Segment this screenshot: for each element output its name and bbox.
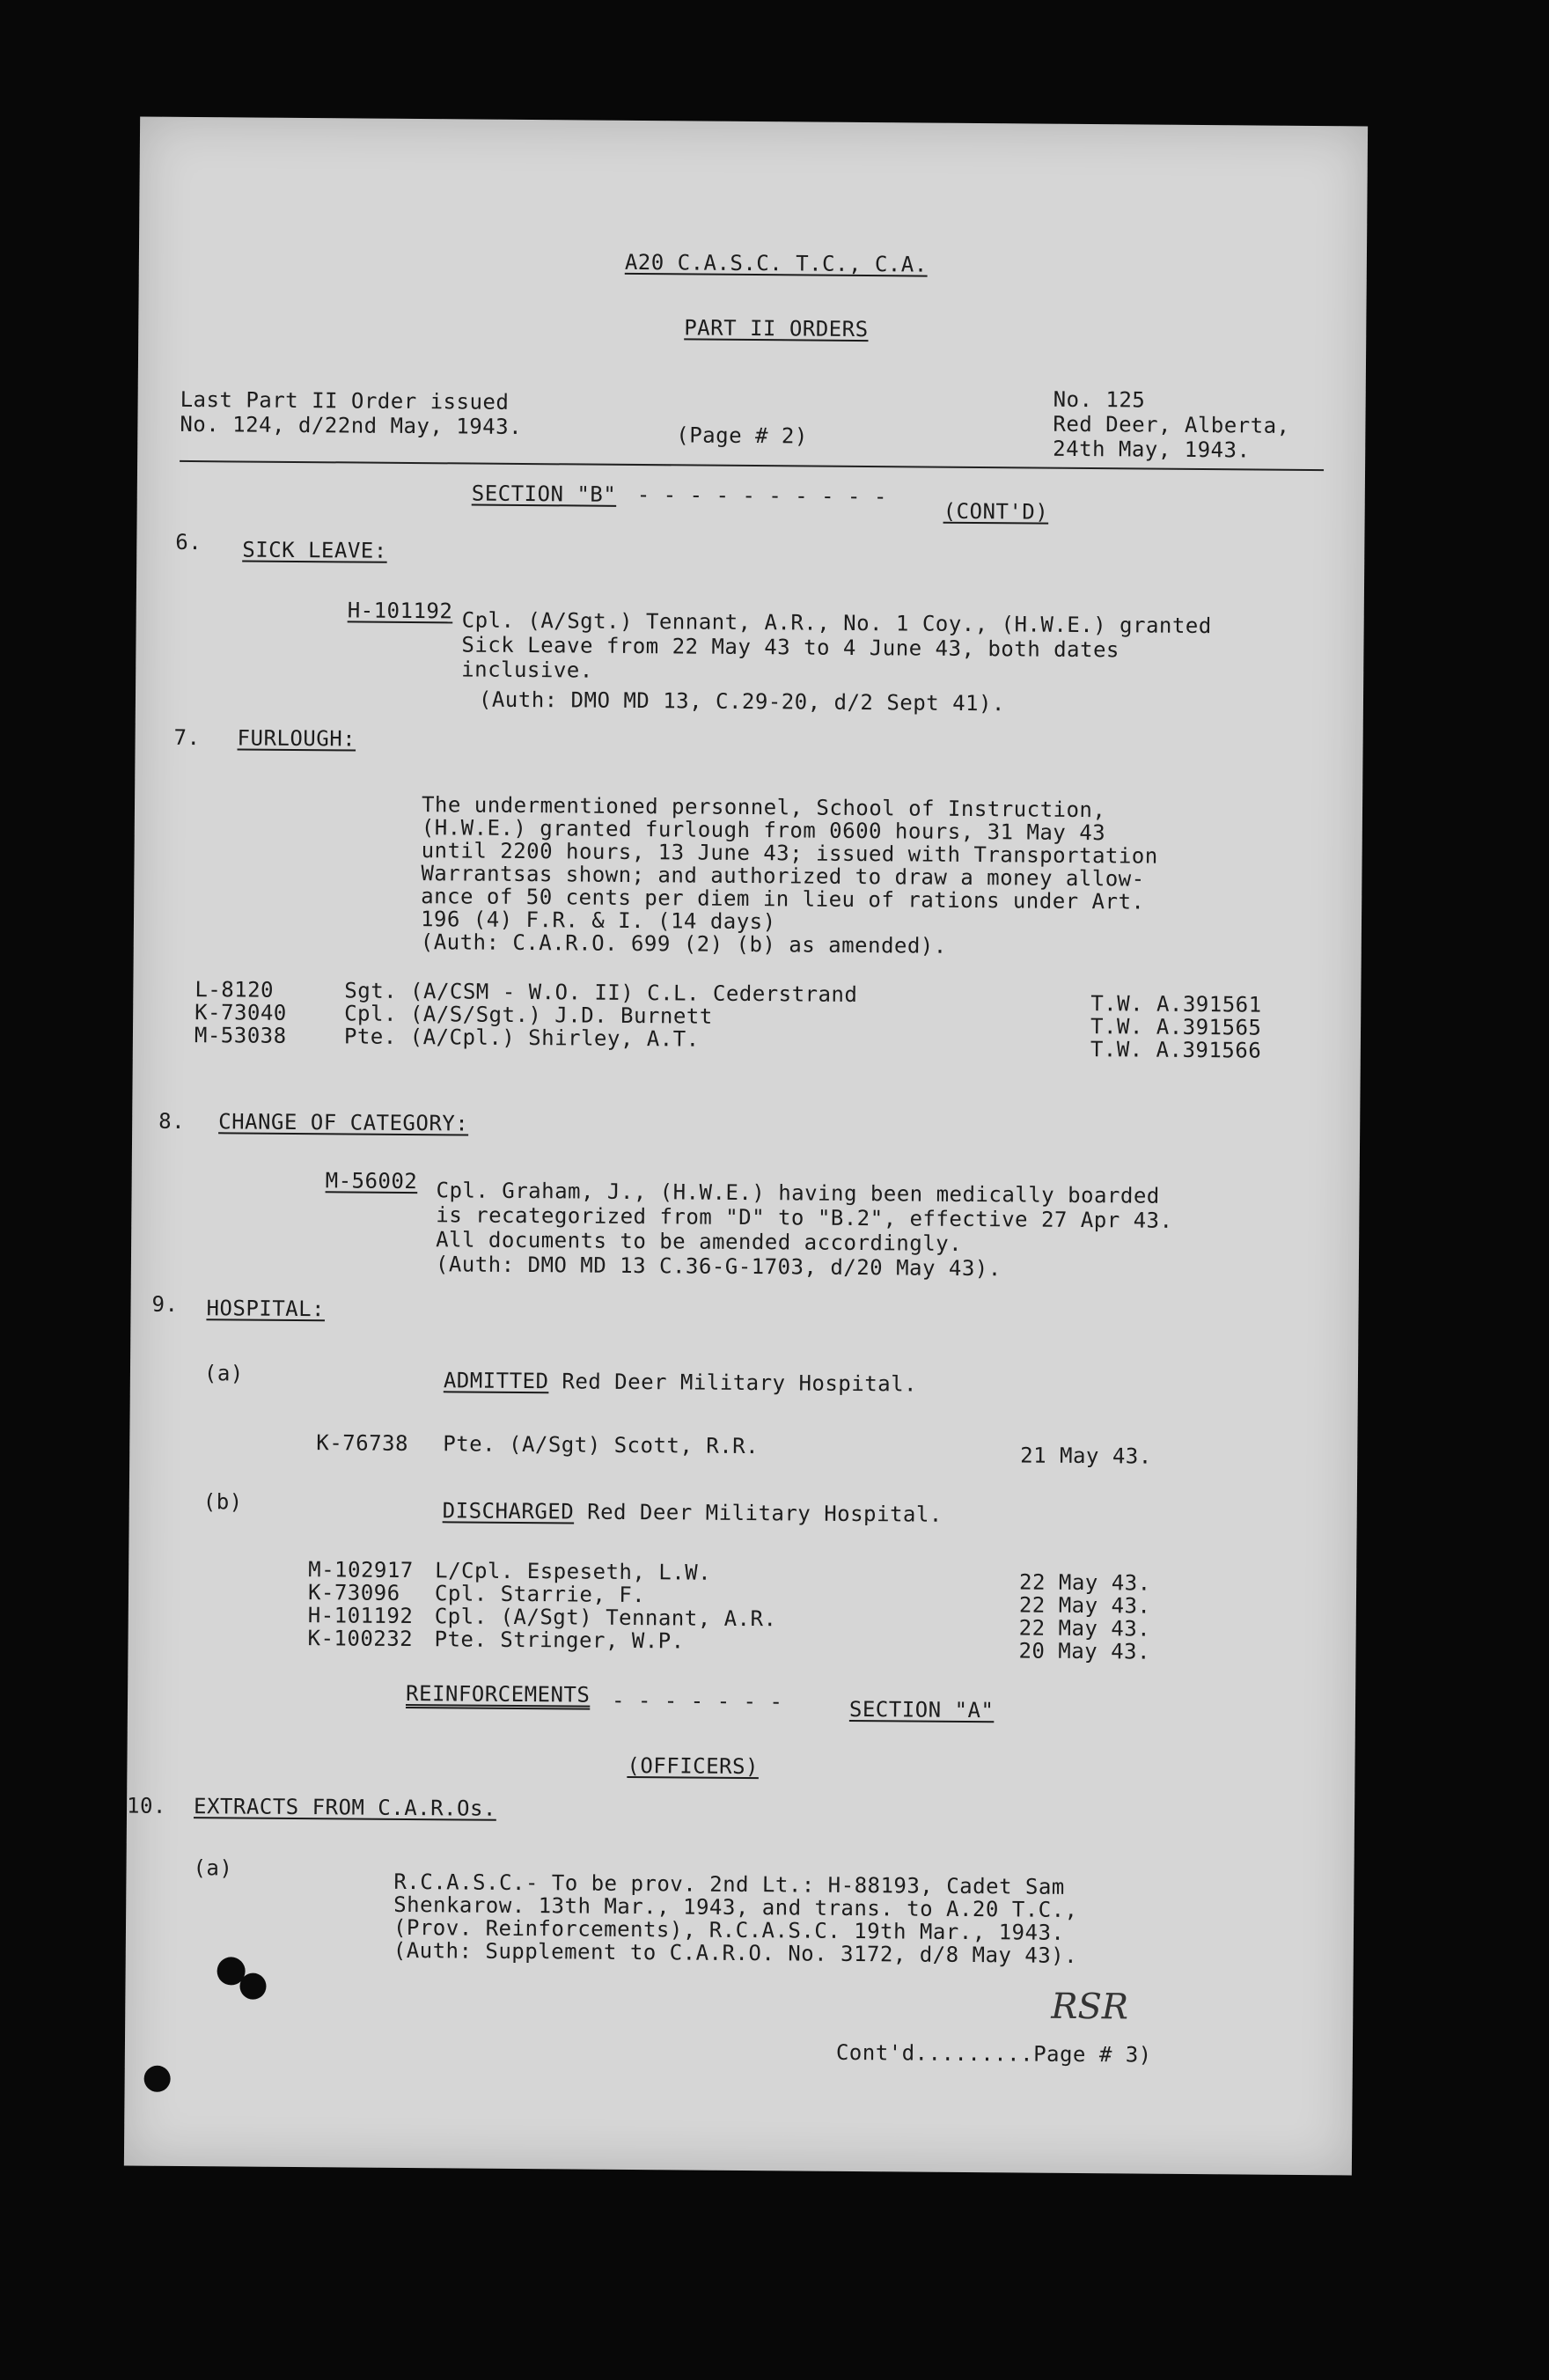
orders-title: PART II ORDERS: [684, 315, 869, 342]
item7-para-line: The undermentioned personnel, School of Instruction,: [421, 792, 1106, 823]
officers-label: (OFFICERS): [627, 1752, 760, 1780]
patient-name: Pte. (A/Sgt) Scott, R.R.: [443, 1431, 760, 1459]
section-b-dashes: - - - - - - - - - -: [636, 482, 887, 510]
item9b-label: (b): [202, 1489, 243, 1515]
item8-line1: Cpl. Graham, J., (H.W.E.) having been medically boarded: [436, 1178, 1160, 1208]
patient-id: H-101192: [307, 1603, 414, 1629]
item7-para-line: (H.W.E.) granted furlough from 0600 hours, 31 May 43: [421, 815, 1106, 846]
item8-line2: is recategorized from "D" to "B.2", effective 27 Apr 43.: [436, 1202, 1173, 1233]
patient-name: L/Cpl. Espeseth, L.W.: [435, 1558, 712, 1585]
item9a-heading: [444, 1369, 917, 1395]
last-issued-line1: Last Part II Order issued: [180, 386, 510, 415]
item7-number: 7.: [173, 724, 201, 751]
patient-id: M-102917: [308, 1557, 414, 1583]
personnel-id: M-53038: [194, 1023, 287, 1048]
discharge-date: 20 May 43.: [1018, 1638, 1151, 1664]
section-b-label: SECTION "B": [471, 481, 617, 507]
discharge-date: 22 May 43.: [1019, 1569, 1151, 1596]
item8-line3: All documents to be amended accordingly.: [436, 1227, 963, 1256]
section-b-cont: (CONT'D): [943, 498, 1049, 525]
item6-number: 6.: [175, 529, 202, 555]
item7-para-line: 196 (4) F.R. & I. (14 days): [420, 907, 776, 935]
item9-number: 9.: [151, 1291, 179, 1317]
item8-id: M-56002: [325, 1168, 418, 1194]
patient-name: Cpl. (A/Sgt) Tennant, A.R.: [434, 1604, 777, 1632]
item7-para-line: Warrantsas shown; and authorized to draw a money allow-: [421, 861, 1145, 892]
transport-warrant: T.W. A.391566: [1090, 1037, 1262, 1063]
item6-line3: inclusive.: [461, 657, 593, 683]
item8-number: 8.: [158, 1108, 186, 1134]
continued-note: Cont'd.........Page # 3): [835, 2039, 1152, 2068]
document-sheet: [124, 117, 1368, 2176]
page-number: (Page # 2): [676, 422, 808, 449]
discharge-date: 22 May 43.: [1018, 1615, 1151, 1642]
item7-para-line: (Auth: C.A.R.O. 699 (2) (b) as amended).: [420, 929, 947, 959]
patient-id: K-73096: [307, 1580, 400, 1605]
admit-date: 21 May 43.: [1020, 1443, 1152, 1469]
transport-warrant: T.W. A.391561: [1090, 991, 1262, 1017]
section-a-label: SECTION "A": [848, 1696, 995, 1723]
punch-hole: [144, 2066, 171, 2092]
discharged-rest: Red Deer Military Hospital.: [574, 1499, 943, 1527]
patient-name: Pte. Stringer, W.P.: [434, 1627, 685, 1654]
item8-auth: (Auth: DMO MD 13 C.36-G-1703, d/20 May 43).: [435, 1252, 1002, 1282]
order-location: Red Deer, Alberta,: [1053, 411, 1290, 438]
item7-para-line: until 2200 hours, 13 June 43; issued with Transportation: [421, 838, 1158, 869]
item6-heading: SICK LEAVE:: [242, 537, 387, 563]
personnel-id: K-73040: [195, 1000, 287, 1025]
patient-id: K-100232: [307, 1626, 414, 1652]
header-rule: [180, 460, 1324, 471]
item10-para-line: (Auth: Supplement to C.A.R.O. No. 3172, d/8 May 43).: [393, 1937, 1078, 1968]
personnel-id: L-8120: [195, 977, 275, 1003]
order-number: No. 125: [1053, 386, 1146, 413]
last-issued-line2: No. 124, d/22nd May, 1943.: [180, 411, 523, 439]
item9-heading: HOSPITAL:: [206, 1296, 326, 1322]
personnel-name: Pte. (A/Cpl.) Shirley, A.T.: [343, 1024, 700, 1052]
item6-id: H-101192: [347, 598, 453, 624]
reinforcements-label: REINFORCEMENTS: [405, 1680, 591, 1708]
personnel-name: Cpl. (A/S/Sgt.) J.D. Burnett: [344, 1001, 713, 1029]
discharge-date: 22 May 43.: [1018, 1592, 1151, 1619]
patient-name: Cpl. Starrie, F.: [434, 1581, 646, 1608]
handwritten-initials: RSR: [1051, 1986, 1129, 2028]
admitted-word: ADMITTED: [443, 1368, 549, 1394]
item10-number: 10.: [126, 1793, 167, 1818]
item6-auth: (Auth: DMO MD 13, C.29-20, d/2 Sept 41).: [478, 687, 1006, 716]
item8-heading: CHANGE OF CATEGORY:: [218, 1109, 469, 1136]
order-date: 24th May, 1943.: [1053, 436, 1251, 463]
item7-heading: FURLOUGH:: [237, 725, 356, 752]
item10a-label: (a): [193, 1855, 233, 1881]
item10-para-line: R.C.A.S.C.- To be prov. 2nd Lt.: H-88193, Cadet Sam: [393, 1869, 1065, 1899]
item9a-label: (a): [203, 1361, 244, 1386]
item10-heading: EXTRACTS FROM C.A.R.Os.: [193, 1794, 497, 1821]
item6-line1: Cpl. (A/Sgt.) Tennant, A.R., No. 1 Coy., (H.W.E.) granted: [461, 607, 1212, 639]
unit-heading: A20 C.A.S.C. T.C., C.A.: [624, 249, 928, 277]
item7-para-line: ance of 50 cents per diem in lieu of rations under Art.: [421, 884, 1145, 915]
item9b-heading: [443, 1499, 943, 1525]
reinforcements-dashes: - - - - - - -: [611, 1687, 783, 1715]
personnel-name: Sgt. (A/CSM - W.O. II) C.L. Cederstrand: [344, 978, 858, 1007]
patient-id: K-76738: [316, 1430, 409, 1456]
punch-hole: [239, 1973, 266, 2000]
transport-warrant: T.W. A.391565: [1090, 1014, 1262, 1040]
discharged-word: DISCHARGED: [442, 1498, 575, 1524]
item10-para-line: (Prov. Reinforcements), R.C.A.S.C. 19th Mar., 1943.: [393, 1914, 1065, 1945]
item10-para-line: Shenkarow. 13th Mar., 1943, and trans. to A.20 T.C.,: [393, 1892, 1078, 1922]
item6-line2: Sick Leave from 22 May 43 to 4 June 43, both dates: [461, 632, 1120, 663]
admitted-rest: Red Deer Military Hospital.: [548, 1369, 918, 1397]
